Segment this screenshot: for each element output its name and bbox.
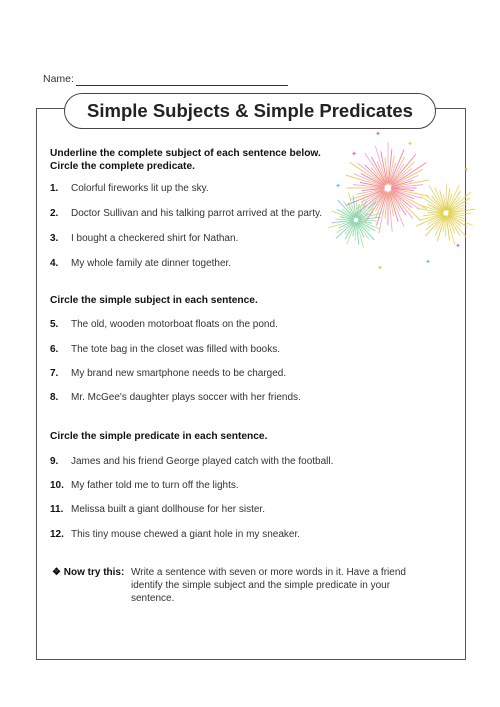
name-blank-line (76, 85, 288, 86)
question-text: James and his friend George played catch with the football. (71, 456, 334, 467)
try-this-lead: ❖ Now try this: (52, 567, 125, 578)
question-number: 4. (50, 258, 59, 269)
question-number: 7. (50, 368, 59, 379)
question-text: I bought a checkered shirt for Nathan. (71, 233, 239, 244)
question-number: 6. (50, 344, 59, 355)
question-text: Doctor Sullivan and his talking parrot arrived at the party. (71, 208, 323, 219)
section-1-instructions (50, 147, 321, 173)
question-number: 10. (50, 480, 64, 491)
firework-burst-yellow (416, 183, 475, 244)
question-number: 3. (50, 233, 59, 244)
worksheet-title: Simple Subjects & Simple Predicates (64, 93, 436, 129)
section-2-instructions: Circle the simple subject in each sentence. (50, 295, 258, 306)
question-text: The tote bag in the closet was filled with books. (71, 344, 281, 355)
firework-ray (426, 215, 444, 230)
question-text: Mr. McGee's daughter plays soccer with her friends. (71, 392, 301, 403)
try-this-box (52, 566, 412, 605)
question-text: My brand new smartphone needs to be charged. (71, 368, 287, 379)
firework-ray (425, 216, 443, 236)
question-number: 5. (50, 319, 59, 330)
question-number: 11. (50, 504, 64, 515)
question-text: My father told me to turn off the lights. (71, 480, 239, 491)
firework-ray (448, 216, 466, 237)
sparkle-star-icon: ✦ (377, 265, 383, 272)
section-3-instructions: Circle the simple predicate in each sentence. (50, 431, 268, 442)
question-text: The old, wooden motorboat floats on the pond. (71, 319, 278, 330)
sparkle-star-icon: ✦ (407, 141, 413, 148)
question-text: Melissa built a giant dollhouse for her sister. (71, 504, 265, 515)
firework-burst-pink (345, 142, 428, 233)
question-text: This tiny mouse chewed a giant hole in my sneaker. (71, 529, 301, 540)
question-text: My whole family ate dinner together. (71, 258, 232, 269)
sparkle-star-icon: ✦ (425, 259, 431, 266)
question-number: 9. (50, 456, 59, 467)
name-label: Name: (43, 73, 74, 85)
sparkle-star-icon: ✦ (335, 183, 341, 190)
section-1-instruction-line2: Circle the complete predicate. (50, 161, 195, 172)
question-number: 12. (50, 529, 64, 540)
sparkle-stars (335, 130, 469, 272)
try-this-body: Write a sentence with seven or more words in it. Have a friend identify the simple subject and the simple predicate in your sentence. (131, 567, 406, 604)
firework-ray (426, 195, 443, 210)
sparkle-star-icon: ✦ (455, 243, 461, 250)
sparkle-star-icon: ✦ (375, 131, 381, 138)
question-number: 8. (50, 392, 59, 403)
fireworks-illustration (318, 128, 478, 280)
sparkle-star-icon: ✦ (463, 167, 469, 174)
question-number: 2. (50, 208, 59, 219)
section-1-instruction-line1: Underline the complete subject of each sentence below. (50, 148, 321, 159)
question-number: 1. (50, 183, 59, 194)
sparkle-star-icon: ✦ (351, 151, 357, 158)
firework-ray (449, 192, 471, 210)
name-field (43, 73, 74, 85)
question-text: Colorful fireworks lit up the sky. (71, 183, 209, 194)
firework-ray (448, 197, 461, 211)
